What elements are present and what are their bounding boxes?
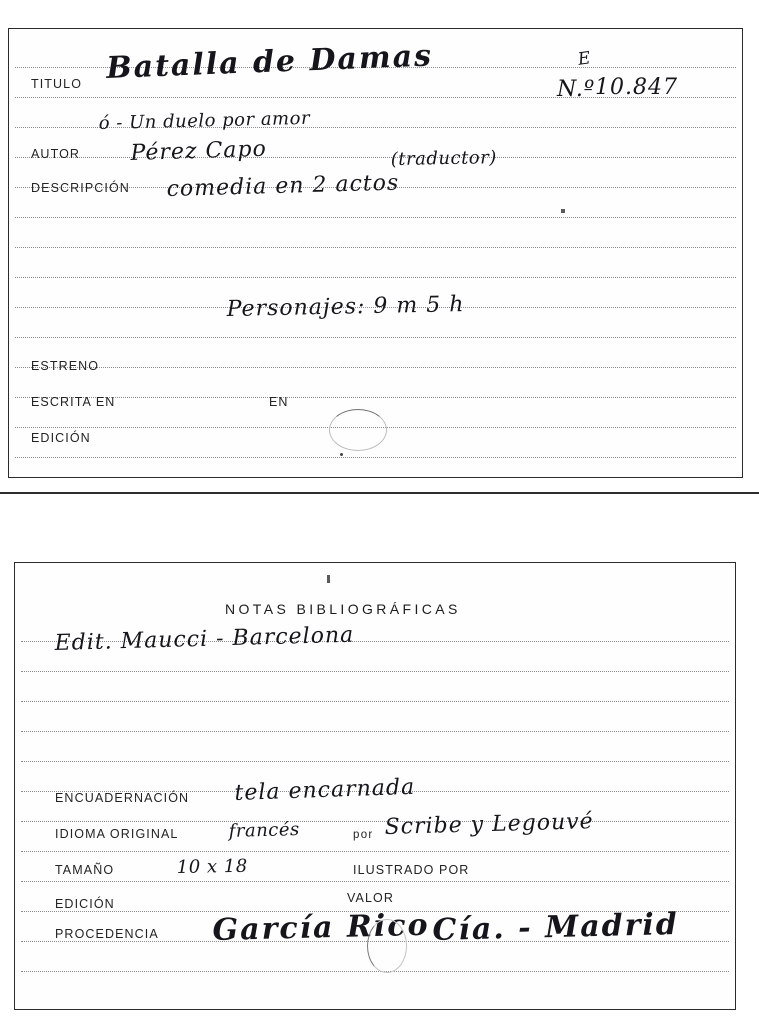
label-ilustrado-por: ILUSTRADO POR [353,863,470,877]
label-titulo: TITULO [31,77,83,91]
ink-dot [340,453,343,456]
label-estreno: ESTRENO [31,359,100,373]
label-idioma-original: IDIOMA ORIGINAL [55,827,179,841]
value-titulo-alt: ó - Un duelo por amor [98,107,311,134]
label-tamano: TAMAÑO [55,863,115,877]
value-personajes: Personajes: 9 m 5 h [226,292,465,322]
value-idioma-original: francés [228,819,301,842]
rule-line [15,157,736,158]
value-descripcion: comedia en 2 actos [166,170,400,202]
rule-line [15,277,736,278]
label-encuadernacion: ENCUADERNACIÓN [55,791,190,805]
value-editorial-note: Edit. Maucci - Barcelona [54,622,355,656]
value-procedencia-cia: Cía. - Madrid [432,906,680,948]
rule-line [15,247,736,248]
notes-section-title: NOTAS BIBLIOGRÁFICAS [225,601,461,617]
rule-line [21,881,729,882]
rule-line [21,851,729,852]
rule-line [21,821,729,822]
record-number-label: N.º [557,77,596,102]
value-autor: Pérez Capo [130,136,268,166]
record-number-mark: E [576,48,592,70]
rule-line [15,397,736,398]
record-number-value: 10.847 [595,75,678,100]
value-encuadernacion: tela encarnada [234,774,416,806]
rule-line [15,337,736,338]
rule-line [21,761,729,762]
value-autor-note: (traductor) [390,147,497,170]
rule-line [21,971,729,972]
rule-line [15,217,736,218]
label-escrita-en: ESCRITA EN [31,395,116,409]
rule-line [15,367,736,368]
label-descripcion: DESCRIPCIÓN [31,181,130,195]
sheet-divider [0,492,759,494]
label-edicion-notes: EDICIÓN [55,897,115,911]
ink-smudge [329,409,387,451]
label-autor: AUTOR [31,147,81,161]
catalogue-card-main [8,28,743,478]
rule-line [21,701,729,702]
rule-line [21,671,729,672]
label-escrita-en-secondary: EN [269,395,289,409]
catalogue-card-notes [14,562,736,1010]
ink-speck [327,575,330,583]
label-valor: VALOR [347,891,394,905]
value-idioma-autores: Scribe y Legouvé [384,809,594,840]
value-titulo: Batalla de Damas [105,38,434,86]
rule-line [15,457,736,458]
ink-speck [561,209,565,213]
label-procedencia: PROCEDENCIA [55,927,159,941]
rule-line [21,731,729,732]
ink-smudge [367,919,407,973]
label-idioma-por: por [353,829,374,841]
value-tamano: 10 x 18 [176,855,248,878]
value-procedencia: García Rico [212,907,430,948]
label-edicion: EDICIÓN [31,431,91,445]
